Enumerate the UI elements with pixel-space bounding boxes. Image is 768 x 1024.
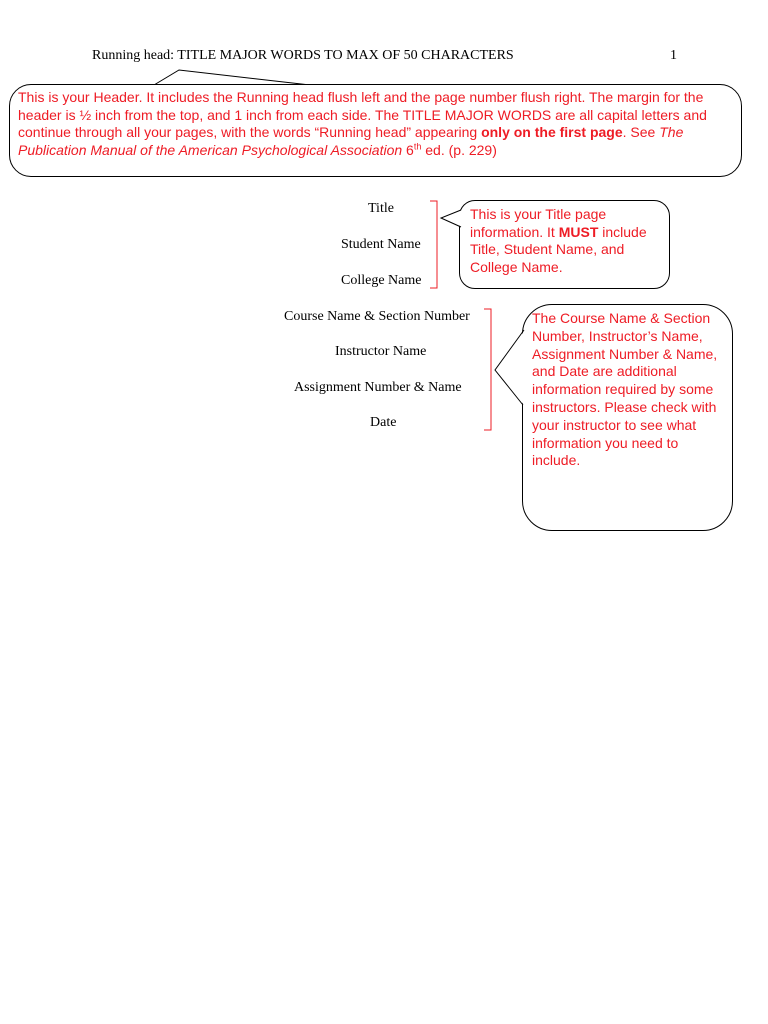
publication-manual-title: The Publication Manual of the American Psychological Association	[18, 124, 684, 158]
title-callout-emphasis: MUST	[558, 223, 599, 240]
date-line: Date	[370, 415, 397, 430]
header-callout-text-2: . See	[622, 124, 660, 140]
header-callout-emphasis: only on the first page	[481, 124, 623, 140]
course-callout: The Course Name & Section Number, Instructor’s Name, Assignment Number & Name, and Date are additional information required by some instructors. Please check with your instructor to see what information you need to include.	[522, 304, 733, 531]
edition-number: 6	[402, 141, 414, 158]
running-head-label: Running head:	[92, 48, 178, 63]
title-line: Title	[368, 201, 394, 216]
title-callout-text: This is your Title page information. It	[470, 206, 607, 240]
title-callout-text-2: include Title, Student Name, and College Name.	[470, 223, 647, 275]
course-callout-tail	[495, 330, 525, 405]
edition-suffix: th	[413, 140, 422, 151]
student-name-line: Student Name	[341, 237, 421, 252]
edition-page-ref: ed. (p. 229)	[421, 141, 497, 158]
assignment-line: Assignment Number & Name	[294, 380, 462, 395]
college-name-line: College Name	[341, 273, 422, 288]
title-callout-tail	[441, 210, 462, 226]
running-head-title: TITLE MAJOR WORDS TO MAX OF 50 CHARACTERS	[177, 48, 514, 63]
instructor-name-line: Instructor Name	[335, 344, 427, 359]
course-name-line: Course Name & Section Number	[284, 309, 470, 324]
page-number: 1	[670, 48, 677, 63]
header-callout-text: This is your Header. It includes the Running head flush left and the page number flush right. The margin for the header is ½ inch from the top, and 1 inch from each side. The TITLE MAJOR WORDS are all capital letters and continue through all your pages, with the words “Running head” appearing	[18, 89, 707, 140]
